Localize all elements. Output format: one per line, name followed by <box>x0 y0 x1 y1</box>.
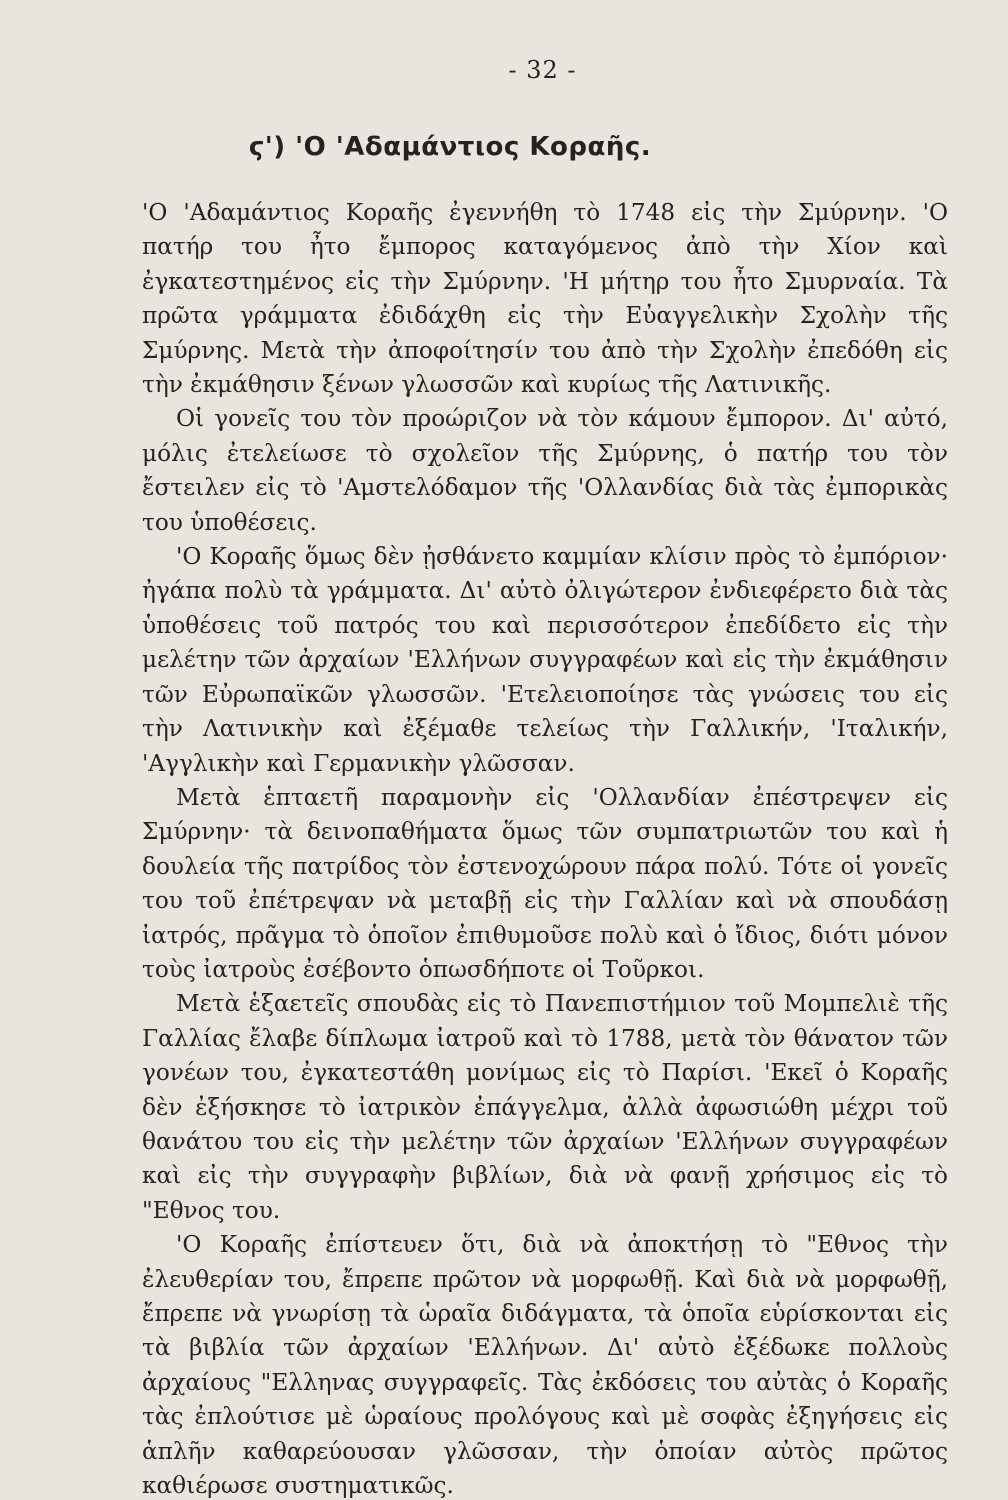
paragraph-4: Μετὰ ἑπταετῆ παραμονὴν εἰς 'Ολλανδίαν ἐπέστρεψεν εἰς Σμύρνην· τὰ δεινοπαθήματα ὅμως τῶν συμπατριωτῶν του καὶ ἡ δουλεία τῆς πατρίδος τὸν ἐστενοχώρουν πάρα πολύ. Τότε οἱ γονεῖς του τοῦ ἐπέτρεψαν νὰ μεταβῇ εἰς τὴν Γαλλίαν καὶ νὰ σπουδάσῃ ἰατρός, πρᾶγμα τὸ ὁποῖον ἐπιθυμοῦσε πολὺ καὶ ὁ ἴδιος, διότι μόνον τοὺς ἰατροὺς ἐσέβοντο ὁπωσδήποτε οἱ Τοῦρκοι. <box>142 783 948 983</box>
section-title: ϛ') 'Ο 'Αδαμάντιος Κοραῆς. <box>248 132 652 162</box>
body-text <box>142 196 948 1500</box>
paragraph-3: 'Ο Κοραῆς ὅμως δὲν ᾐσθάνετο καμμίαν κλίσιν πρὸς τὸ ἐμπόριον· ἠγάπα πολὺ τὰ γράμματα. Δι' αὐτὸ ὀλιγώτερον ἐνδιεφέρετο διὰ τὰς ὑποθέσεις τοῦ πατρός του καὶ περισσότερον ἐπεδίδετο εἰς τὴν μελέτην τῶν ἀρχαίων 'Ελλήνων συγγραφέων καὶ εἰς τὴν ἐκμάθησιν τῶν Εὐρωπαϊκῶν γλωσσῶν. 'Ετελειοποίησε τὰς γνώσεις του εἰς τὴν Λατινικὴν καὶ ἐξέμαθε τελείως τὴν Γαλλικήν, 'Ιταλικήν, 'Αγγλικὴν καὶ Γερμανικὴν γλῶσσαν. <box>142 543 948 777</box>
page-number: - 32 - <box>508 56 577 84</box>
paragraph-1: 'Ο 'Αδαμάντιος Κοραῆς ἐγεννήθη τὸ 1748 εἰς τὴν Σμύρνην. 'Ο πατήρ του ἦτο ἔμπορος καταγόμενος ἀπὸ τὴν Χίον καὶ ἐγκατεστημένος εἰς τὴν Σμύρνην. 'Η μήτηρ του ἦτο Σμυρναία. Τὰ πρῶτα γράμματα ἐδιδάχθη εἰς τὴν Εὐαγγελικὴν Σχολὴν τῆς Σμύρνης. Μετὰ τὴν ἀποφοίτησίν του ἀπὸ τὴν Σχολὴν ἐπεδόθη εἰς τὴν ἐκμάθησιν ξένων γλωσσῶν καὶ κυρίως τῆς Λατινικῆς. <box>142 199 948 399</box>
paragraph-2: Οἱ γονεῖς του τὸν προώριζον νὰ τὸν κάμουν ἔμπορον. Δι' αὐτό, μόλις ἐτελείωσε τὸ σχολεῖον τῆς Σμύρνης, ὁ πατήρ του τὸν ἔστειλεν εἰς τὸ 'Αμστελόδαμον τῆς 'Ολλανδίας διὰ τὰς ἐμπορικὰς του ὑποθέσεις. <box>142 405 948 536</box>
paragraph-6: 'Ο Κοραῆς ἐπίστευεν ὅτι, διὰ νὰ ἀποκτήσῃ τὸ "Εθνος τὴν ἐλευθερίαν του, ἔπρεπε πρῶτον νὰ μορφωθῇ. Καὶ διὰ νὰ μορφωθῇ, ἔπρεπε νὰ γνωρίσῃ τὰ ὡραῖα διδάγματα, τὰ ὁποῖα εὑρίσκονται εἰς τὰ βιβλία τῶν ἀρχαίων 'Ελλήνων. Δι' αὐτὸ ἐξέδωκε πολλοὺς ἀρχαίους "Ελληνας συγγραφεῖς. Τὰς ἐκδόσεις του αὐτὰς ὁ Κοραῆς τὰς ἐπλούτισε μὲ ὡραίους προλόγους καὶ μὲ σοφὰς ἐξηγήσεις εἰς ἁπλῆν καθαρεύουσαν γλῶσσαν, τὴν ὁποίαν αὐτὸς πρῶτος καθιέρωσε συστηματικῶς. <box>142 1231 948 1500</box>
paragraph-5: Μετὰ ἑξαετεῖς σπουδὰς εἰς τὸ Πανεπιστήμιον τοῦ Μομπελιὲ τῆς Γαλλίας ἔλαβε δίπλωμα ἰατροῦ καὶ τὸ 1788, μετὰ τὸν θάνατον τῶν γονέων του, ἐγκατεστάθη μονίμως εἰς τὸ Παρίσι. 'Εκεῖ ὁ Κοραῆς δὲν ἐξήσκησε τὸ ἰατρικὸν ἐπάγγελμα, ἀλλὰ ἀφωσιώθη μέχρι τοῦ θανάτου του εἰς τὴν μελέτην τῶν ἀρχαίων 'Ελλήνων συγγραφέων καὶ εἰς τὴν συγγραφὴν βιβλίων, διὰ νὰ φανῇ χρήσιμος εἰς τὸ "Εθνος του. <box>142 990 948 1224</box>
